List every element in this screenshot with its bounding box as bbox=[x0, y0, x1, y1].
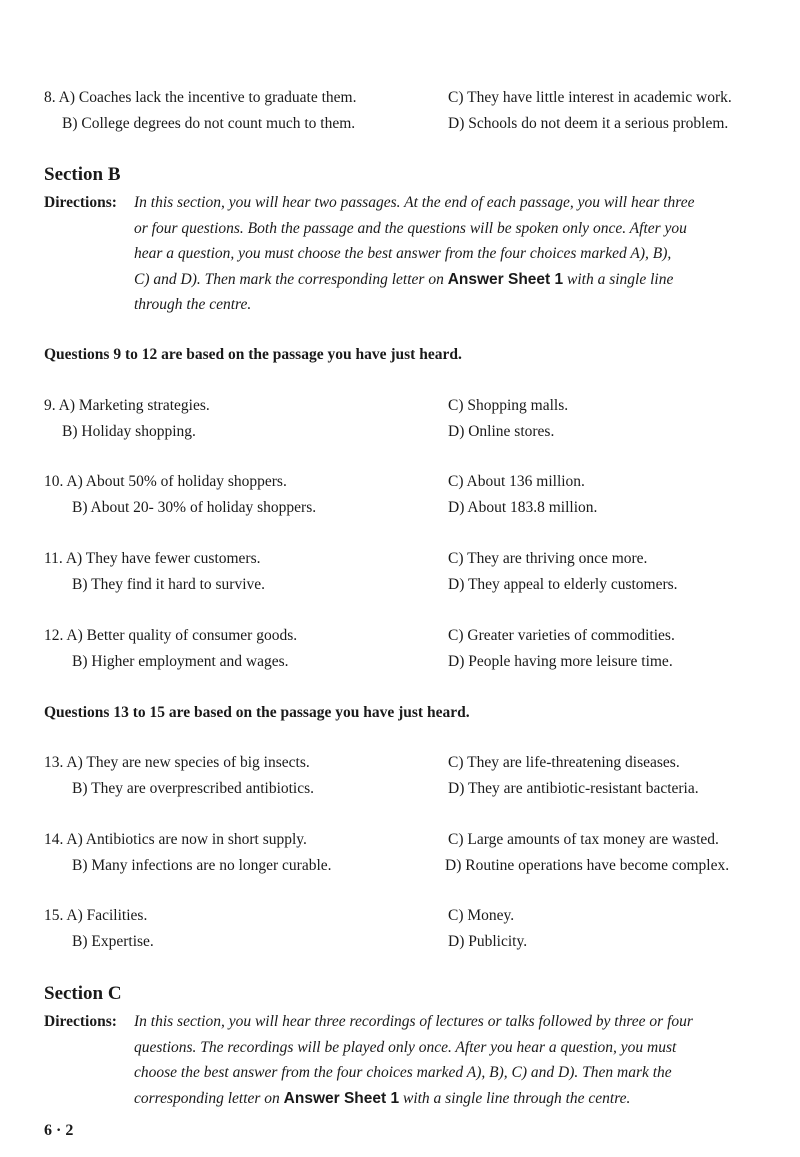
q10-option-d: D) About 183.8 million. bbox=[448, 499, 598, 516]
section-b-directions bbox=[134, 190, 756, 318]
q9-option-c: C) Shopping malls. bbox=[448, 397, 569, 414]
q9-option-b: B) Holiday shopping. bbox=[62, 423, 196, 440]
q10-option-c: C) About 136 million. bbox=[448, 473, 585, 490]
section-b-directions-line-1: In this section, you will hear two passages. At the end of each passage, you will hear three bbox=[134, 194, 695, 211]
q11-option-c: C) They are thriving once more. bbox=[448, 550, 648, 567]
section-c-directions-label: Directions: bbox=[44, 1013, 117, 1030]
q14-option-c: C) Large amounts of tax money are wasted. bbox=[448, 831, 719, 848]
section-c-directions-line-4-tail: with a single line through the centre. bbox=[402, 1089, 631, 1107]
q14-option-b: B) Many infections are no longer curable. bbox=[72, 857, 332, 874]
q12-option-a: 12. A) Better quality of consumer goods. bbox=[44, 627, 298, 644]
q11-option-a: 11. A) They have fewer customers. bbox=[44, 550, 261, 567]
section-b-directions-line-2: or four questions. Both the passage and the questions will be spoken only once. After you bbox=[134, 219, 687, 237]
section-b-directions-line-4 bbox=[134, 267, 756, 293]
section-c-directions-line-3: choose the best answer from the four choices marked A), B), C) and D). Then mark the bbox=[134, 1064, 672, 1081]
q8-option-b: B) College degrees do not count much to them. bbox=[62, 115, 356, 132]
q11-option-d: D) They appeal to elderly customers. bbox=[448, 576, 678, 593]
q8-option-c: C) They have little interest in academic work. bbox=[448, 89, 732, 106]
q13-option-b: B) They are overprescribed antibiotics. bbox=[72, 780, 315, 797]
section-b-title: Section B bbox=[44, 164, 121, 185]
q12-option-d: D) People having more leisure time. bbox=[448, 653, 673, 670]
answer-sheet-label: Answer Sheet 1 bbox=[447, 270, 564, 288]
q14-option-d: D) Routine operations have become complex. bbox=[445, 857, 730, 874]
answer-sheet-label: Answer Sheet 1 bbox=[283, 1089, 400, 1107]
q13-option-a: 13. A) They are new species of big insects. bbox=[44, 754, 310, 771]
q13-option-c: C) They are life-threatening diseases. bbox=[448, 754, 680, 771]
q15-option-d: D) Publicity. bbox=[448, 933, 528, 950]
q14-option-a: 14. A) Antibiotics are now in short supply. bbox=[44, 831, 307, 848]
section-c-directions-line-1: In this section, you will hear three recordings of lectures or talks followed by three or four bbox=[134, 1013, 693, 1030]
section-c-directions bbox=[134, 1009, 756, 1111]
q12-option-b: B) Higher employment and wages. bbox=[72, 653, 289, 670]
q15-option-a: 15. A) Facilities. bbox=[44, 907, 148, 924]
section-c-directions-line-4-head: corresponding letter on bbox=[134, 1089, 280, 1107]
q10-option-a: 10. A) About 50% of holiday shoppers. bbox=[44, 473, 287, 490]
q8-option-a: 8. A) Coaches lack the incentive to graduate them. bbox=[44, 89, 357, 106]
q10-option-b: B) About 20- 30% of holiday shoppers. bbox=[72, 499, 317, 516]
section-b-directions-line-4-head: C) and D). Then mark the corresponding letter on bbox=[134, 270, 444, 288]
question-group-13-15: Questions 13 to 15 are based on the passage you have just heard. bbox=[44, 704, 470, 721]
q9-option-d: D) Online stores. bbox=[448, 423, 555, 440]
q8-option-d: D) Schools do not deem it a serious problem. bbox=[448, 115, 729, 132]
q13-option-d: D) They are antibiotic-resistant bacteria. bbox=[448, 780, 699, 797]
section-c-directions-line-2: questions. The recordings will be played only once. After you hear a question, you must bbox=[134, 1038, 677, 1056]
q15-option-b: B) Expertise. bbox=[72, 933, 154, 950]
section-b-directions-line-5: through the centre. bbox=[134, 296, 252, 313]
section-b-directions-line-4-tail: with a single line bbox=[567, 270, 674, 288]
section-b-directions-label: Directions: bbox=[44, 194, 117, 211]
section-c-title: Section C bbox=[44, 983, 122, 1004]
section-b-directions-line-3: hear a question, you must choose the best answer from the four choices marked A), B), bbox=[134, 245, 672, 262]
question-group-9-12: Questions 9 to 12 are based on the passage you have just heard. bbox=[44, 346, 462, 363]
page-number: 6 · 2 bbox=[44, 1122, 74, 1139]
section-c-directions-line-4 bbox=[134, 1086, 756, 1112]
q12-option-c: C) Greater varieties of commodities. bbox=[448, 627, 675, 644]
q11-option-b: B) They find it hard to survive. bbox=[72, 576, 266, 593]
q9-option-a: 9. A) Marketing strategies. bbox=[44, 397, 210, 414]
q15-option-c: C) Money. bbox=[448, 907, 515, 924]
